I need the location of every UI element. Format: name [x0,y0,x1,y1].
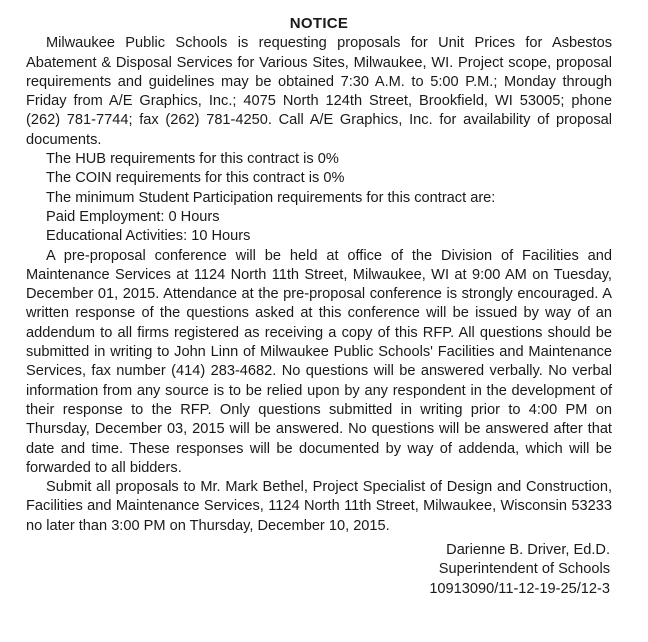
educational-activities: Educational Activities: 10 Hours [46,228,251,245]
signatory-title: Superintendent of Schools [438,561,610,578]
coin-requirement: The COIN requirements for this contract is 0% [46,170,345,187]
signatory-name: Darienne B. Driver, Ed.D. [446,542,610,559]
reference-number: 10913090/11-12-19-25/12-3 [429,580,610,597]
notice-document [26,14,612,599]
hub-requirement: The HUB requirements for this contract is 0% [46,151,339,168]
notice-title: NOTICE [289,15,349,32]
conference-paragraph: A pre-proposal conference will be held at office of the Division of Facilities and Maintenance Services at 1124 North 11th Street, Milwaukee, WI at 9:00 AM on Tuesday, December 01, 2015. Attendance at the pre-proposal conference is strongly encouraged. A written response of the questions asked at this conference will be issued by way of an addendum to all firms registered as receiving a copy of this RFP. All questions should be submitted in writing to John Linn of Milwaukee Public Schools' Facilities and Maintenance Services, fax number (414) 283-4682. No questions will be answered verbally. No verbal information from any source is to be relied upon by any respondent in the development of their response to the RFP. Only questions submitted in writing prior to 4:00 PM on Thursday, December 03, 2015 will be answered. No questions will be answered after that date and time. These responses will be documented by way of addenda, which will be forwarded to all bidders. [26,247,612,476]
signature-block [26,541,612,599]
submission-paragraph: Submit all proposals to Mr. Mark Bethel, Project Specialist of Design and Construction, Facilities and Maintenance Services, 1124 North 11th Street, Milwaukee, Wisconsin 53233 no later than 3:00 PM on Thursday, December 10, 2015. [26,479,612,534]
student-participation-intro: The minimum Student Participation requirements for this contract are: [46,189,496,206]
intro-paragraph: Milwaukee Public Schools is requesting proposals for Unit Prices for Asbestos Abatement & Disposal Services for Various Sites, Milwaukee, WI. Project scope, proposal requirements and guidelines may be obtained 7:30 A.M. to 5:00 P.M.; Monday through Friday from A/E Graphics, Inc.; 4075 North 124th Street, Brookfield, WI 53005; phone (262) 781-7744; fax (262) 781-4250. Call A/E Graphics, Inc. for availability of proposal documents. [26,35,612,148]
paid-employment: Paid Employment: 0 Hours [46,208,220,225]
